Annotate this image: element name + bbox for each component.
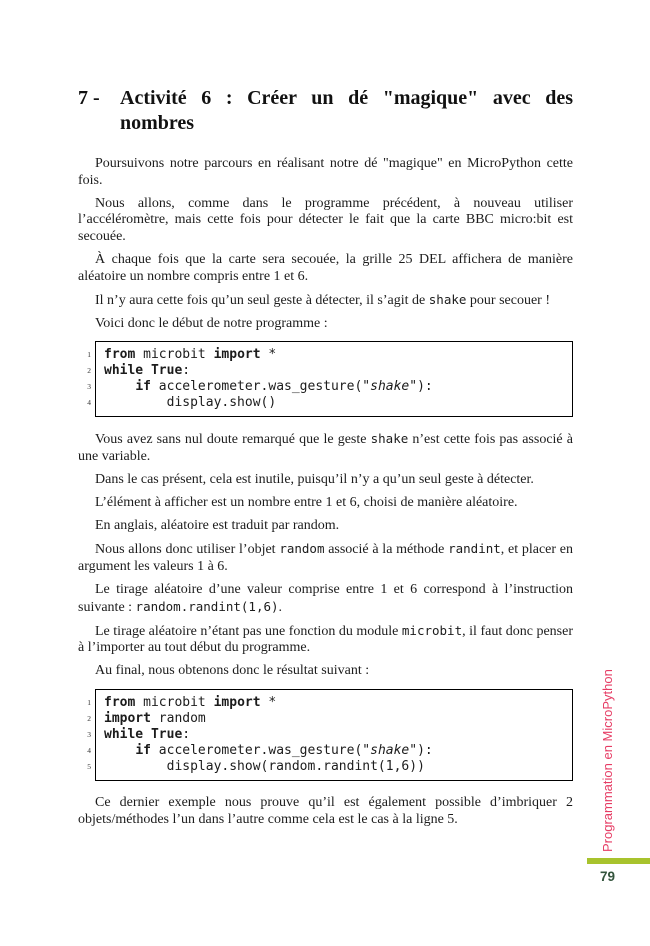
code-line [104,363,564,379]
section-title-line2: nombres [120,112,195,134]
text-run: Le tirage aléatoire n’étant pas une fonction du module [95,623,402,639]
code-line [104,727,564,743]
paragraph [78,196,573,246]
code-line [104,711,564,727]
paragraph [78,518,573,535]
code-line [104,759,564,775]
code-line [104,347,564,363]
inline-code: randint [448,541,501,557]
code-text: display.show() [104,395,277,411]
text-run: , et placer en argument les valeurs 1 à 6. [78,542,573,574]
paragraph [78,495,573,512]
code-text: microbit [135,694,214,710]
code-line-number: 2 [87,366,91,376]
code-string: "shake" [362,742,418,758]
inline-code: shake [428,291,467,307]
inline-code: random [279,541,325,557]
paragraph [78,431,573,465]
text-run: À chaque fois que la carte sera secouée, la grille 25 DEL affichera de manière aléatoire un nombre compris entre 1 et 6. [78,251,573,284]
code-line-number: 2 [87,713,91,723]
code-line [104,743,564,759]
text-run: pour secouer ! [466,292,550,308]
section-heading [78,86,573,136]
text-run: Au final, nous obtenons donc le résultat suivant : [95,663,370,679]
code-line-numbers [78,341,95,417]
paragraph [78,623,573,657]
section-title [120,86,573,136]
code-keyword: if [135,742,151,758]
code-block [78,341,573,417]
code-line-number: 3 [87,729,91,739]
code-line-numbers [78,689,95,781]
code-keyword: from [104,694,136,710]
code-keyword: import [213,347,261,363]
paragraph [78,252,573,285]
code-text [104,379,135,394]
code-string: "shake" [362,379,418,395]
inline-code: shake [370,431,409,447]
code-keyword: if [135,379,151,395]
text-run: . [278,599,283,615]
code-text: display.show(random.randint(1,6)) [104,758,425,774]
code-line-number: 3 [87,382,91,392]
code-line [104,695,564,711]
text-run: L’élément à afficher est un nombre entre 1 et 6, choisi de manière aléatoire. [95,495,518,511]
section-number: 7 - [78,87,100,109]
code-line-number: 1 [87,697,91,707]
code-line [104,395,564,411]
paragraph [78,316,573,333]
code-keyword: import [213,694,261,710]
code-box [95,341,573,417]
code-text: accelerometer.was_gesture( [150,742,363,758]
text-run: Le tirage aléatoire d’une valeur comprise entre 1 et 6 correspond à l’instruction suivante : [78,582,573,615]
text-run: associé à la méthode [324,542,449,558]
text-run: Nous allons, comme dans le programme précédent, à nouveau utiliser l’accéléromètre, mais cette fois pour détecter le fait que la carte BBC micro:bit est secouée. [78,195,573,244]
paragraph [78,541,573,575]
text-run: Il n’y aura cette fois qu’un seul geste à détecter, il s’agit de [95,292,429,308]
paragraph [78,156,573,189]
text-run: n’est cette fois pas associé à une variable. [78,432,573,464]
code-text: ): [417,379,433,395]
code-block [78,689,573,781]
text-run: Voici donc le début de notre programme : [95,315,328,331]
code-keyword: import [104,710,151,726]
code-line [104,379,564,395]
inline-code: random.randint(1,6) [135,598,279,614]
paragraph [78,582,573,616]
code-keyword: while True [104,363,183,379]
text-run: Ce dernier exemple nous prouve qu’il est également possible d’imbriquer 2 objets/méthodes l’un dans l’autre comme cela est le cas à la ligne 5. [78,794,573,827]
code-line-number: 1 [87,350,91,360]
code-text: : [182,363,191,379]
code-text: * [260,347,277,363]
code-text: : [182,726,191,742]
text-run: , il faut donc penser à l’importer au tout début du programme. [78,623,574,656]
code-text [104,743,135,758]
code-text: * [260,694,277,710]
text-run: Vous avez sans nul doute remarqué que le geste [95,432,371,448]
code-text: accelerometer.was_gesture( [150,379,363,395]
paragraph [78,795,573,828]
paragraph [78,292,573,310]
code-line-number: 5 [87,761,91,771]
code-box [95,689,573,781]
code-line-number: 4 [87,398,91,408]
code-text: random [150,710,206,726]
footer-accent-bar [587,858,650,864]
text-run: En anglais, aléatoire est traduit par random. [95,518,340,534]
code-text: ): [417,742,433,758]
code-keyword: from [104,347,136,363]
code-line-number: 4 [87,745,91,755]
paragraph [78,663,573,680]
code-text: microbit [135,347,214,363]
inline-code: microbit [401,622,463,638]
text-run: Nous allons donc utiliser l’objet [95,542,280,558]
code-keyword: while True [104,726,183,742]
document-content [78,86,573,835]
text-run: Dans le cas présent, cela est inutile, puisqu’il n’y a qu’un seul geste à détecter. [95,472,534,488]
paragraph [78,472,573,489]
text-run: Poursuivons notre parcours en réalisant notre dé "magique" en MicroPython cette fois. [78,156,573,188]
page-number: 79 [600,869,616,884]
sidebar-vertical-label: Programmation en MicroPython [600,669,615,852]
section-title-line1: Activité 6 : Créer un dé "magique" avec des [120,87,573,109]
